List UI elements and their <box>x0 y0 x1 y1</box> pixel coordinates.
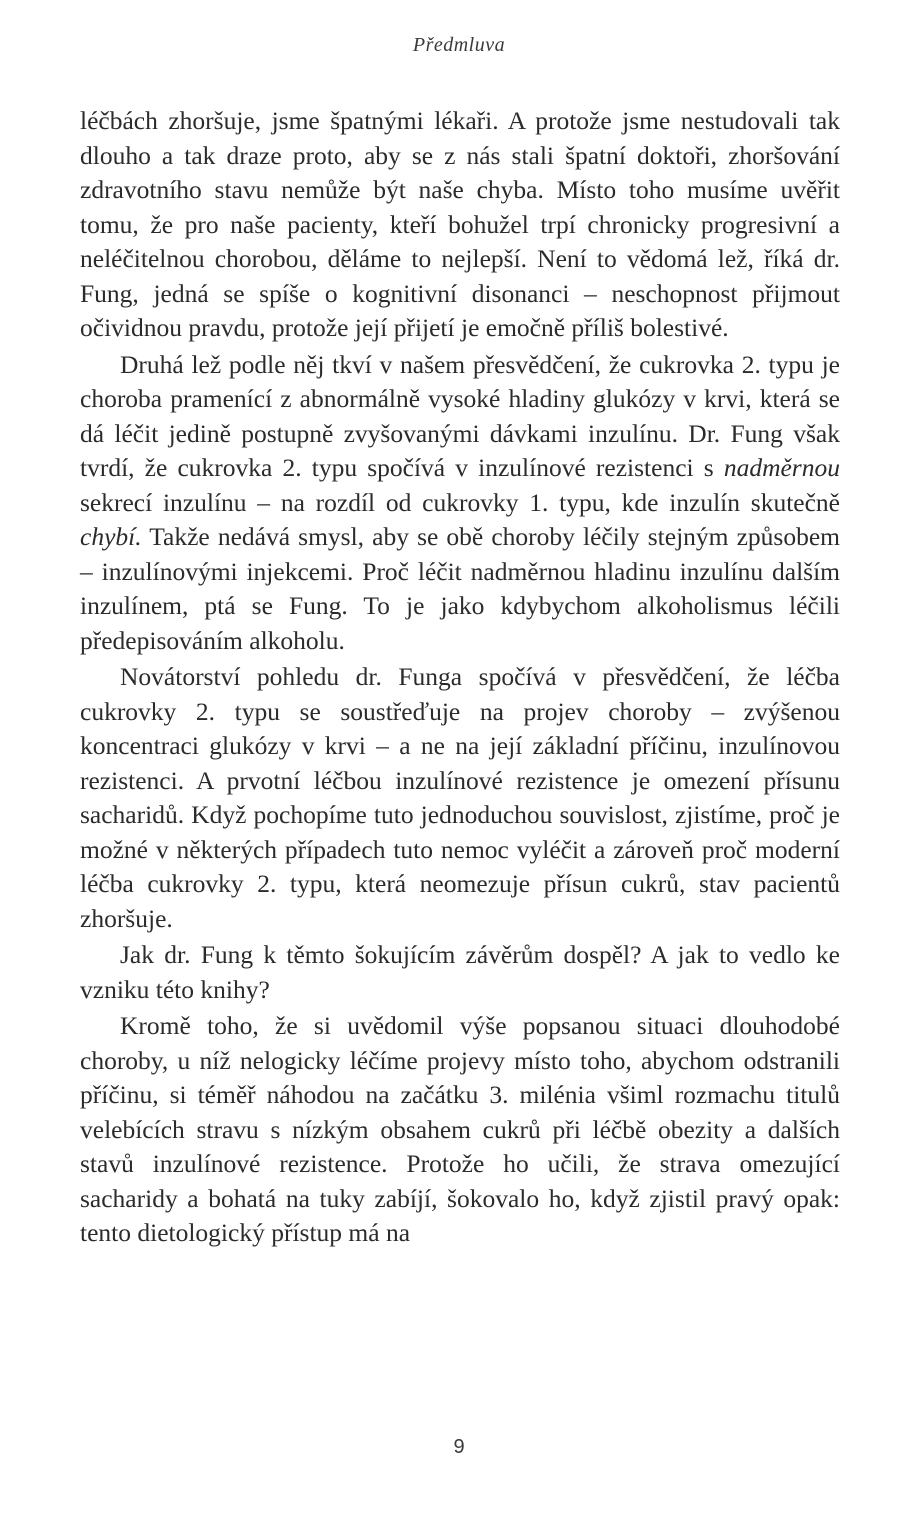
paragraph-4 <box>80 938 840 1007</box>
paragraph-2 <box>80 348 840 659</box>
text-span: Takže nedává smysl, aby se obě choroby léčily stejným způsobem – inzulínovými injekcemi. Proč léčit nadměrnou hladinu inzulínu dalším inzulínem, ptá se Fung. To je jako kdybychom alkoholismus léčili předepisováním alkoholu. <box>80 522 840 655</box>
text-span: Jak dr. Fung k těmto šokujícím závěrům dospěl? A jak to vedlo ke vzniku této knihy? <box>80 940 840 1004</box>
emphasis-nadmernou: nadměrnou <box>723 453 840 482</box>
text-span: Novátorství pohledu dr. Funga spočívá v přesvědčení, že léčba cukrovky 2. typu se soustřeďuje na projev choroby – zvýšenou koncentraci glukózy v krvi – a ne na její základní příčinu, inzulínovou rezistenci. A prvotní léčbou inzulínové rezistence je omezení přísunu sacharidů. Když pochopíme tuto jednoduchou souvislost, zjistíme, proč je možné v některých případech tuto nemoc vyléčit a zároveň proč moderní léčba cukrovky 2. typu, která neomezuje přísun cukrů, stav pacientů zhoršuje. <box>80 662 840 933</box>
text-span: léčbách zhoršuje, jsme špatnými lékaři. A protože jsme nestudovali tak dlouho a tak draze proto, aby se z nás stali špatní doktoři, zhoršování zdravotního stavu nemůže být naše chyba. Místo toho musíme uvěřit tomu, že pro naše pacienty, kteří bohužel trpí chronicky progresivní a neléčitelnou chorobou, děláme to nejlepší. Není to vědomá lež, říká dr. Fung, jedná se spíše o kognitivní disonanci – neschopnost přijmout očividnou pravdu, protože její přijetí je emočně příliš bolestivé. <box>80 106 840 342</box>
emphasis-chybi: chybí. <box>80 522 142 551</box>
body-text <box>80 104 840 1251</box>
text-span: Kromě toho, že si uvědomil výše popsanou situaci dlouhodobé choroby, u níž nelogicky léčíme projevy místo toho, abychom odstranili příčinu, si téměř náhodou na začátku 3. milénia všiml rozmachu titulů velebících stravu s nízkým obsahem cukrů při léčbě obezity a dalších stavů inzulínové rezistence. Protože ho učili, že strava omezující sacharidy a bohatá na tuky zabíjí, šokovalo ho, když zjistil pravý opak: tento dietologický přístup má na <box>80 1011 840 1247</box>
text-span: Druhá lež podle něj tkví v našem přesvědčení, že cukrovka 2. typu je choroba pramenící z abnormálně vysoké hladiny glukózy v krvi, která se dá léčit jedině postupně zvyšovanými dávkami inzulínu. Dr. Fung však tvrdí, že cukrovka 2. typu spočívá v inzulínové rezistenci s <box>80 349 840 482</box>
paragraph-5 <box>80 1009 840 1251</box>
paragraph-1 <box>80 104 840 346</box>
paragraph-3 <box>80 660 840 936</box>
page-number: 9 <box>453 1436 465 1458</box>
text-span: sekrecí inzulínu – na rozdíl od cukrovky 1. typu, kde inzulín skutečně <box>80 487 840 517</box>
running-head-title: Předmluva <box>412 34 506 56</box>
